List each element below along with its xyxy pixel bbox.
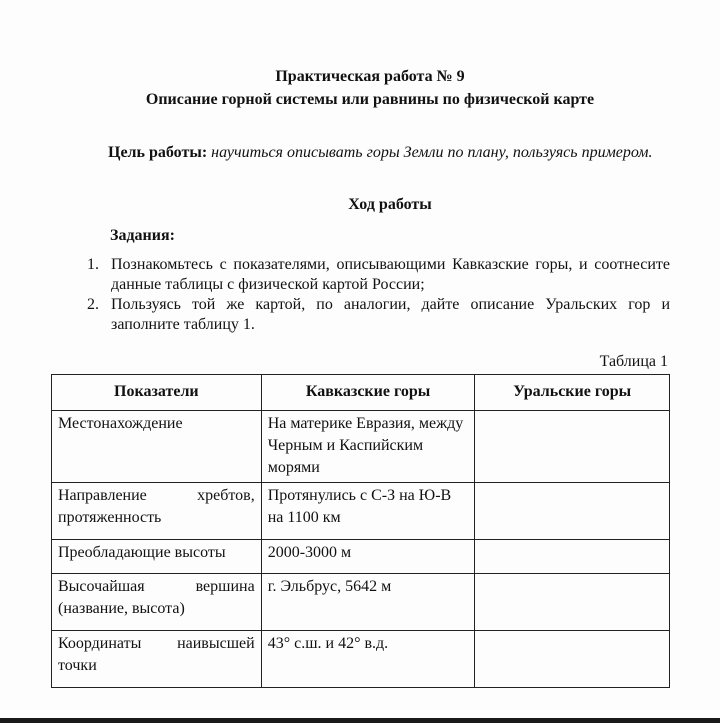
- goal-text: научиться описывать горы Земли по плану, пользуясь примером.: [211, 144, 653, 161]
- urals-cell[interactable]: [475, 483, 670, 540]
- task-text: Познакомьтесь с показателями, описывающими Кавказские горы, и соотнесите данные таблицы с физической картой России;: [111, 256, 670, 293]
- indicator-line: Высочайшая вершина: [58, 578, 255, 595]
- indicator-line-text: [58, 485, 255, 507]
- table-row: [52, 631, 670, 688]
- list-item: [80, 295, 670, 335]
- indicator-cell: [52, 483, 262, 540]
- progress-heading: Ход работы: [348, 196, 432, 213]
- document-title: Практическая работа № 9: [275, 68, 465, 85]
- indicator-cell: [52, 574, 262, 631]
- table-row: [52, 574, 670, 631]
- column-header-indicators: Показатели: [52, 375, 262, 411]
- column-header-caucasus: Кавказские горы: [261, 375, 475, 411]
- task-number: 2.: [87, 296, 99, 313]
- caucasus-cell: 43° с.ш. и 42° в.д.: [261, 631, 475, 688]
- indicator-word: Направление: [58, 487, 147, 504]
- indicator-line: протяженность: [58, 509, 162, 526]
- indicator-word: хребтов,: [197, 487, 255, 504]
- table-row: [52, 483, 670, 540]
- indicator-cell: [52, 411, 262, 483]
- indicator-line: Преобладающие высоты: [58, 544, 226, 561]
- bottom-edge-divider: [0, 718, 720, 723]
- indicator-line: Координаты наивысшей: [58, 635, 255, 652]
- task-number: 1.: [87, 256, 99, 273]
- tasks-list: [80, 255, 670, 335]
- table-caption: Таблица 1: [599, 353, 668, 370]
- table-row: [52, 540, 670, 574]
- data-table: [51, 374, 670, 688]
- urals-cell[interactable]: [475, 411, 670, 483]
- caucasus-cell: Протянулись с С-З на Ю-В на 1100 км: [261, 483, 475, 540]
- urals-cell[interactable]: [475, 631, 670, 688]
- goal-label: Цель работы:: [108, 144, 208, 161]
- column-header-urals: Уральские горы: [475, 375, 670, 411]
- urals-cell[interactable]: [475, 574, 670, 631]
- indicator-line: (название, высота): [58, 600, 185, 617]
- indicator-line: Местонахождение: [58, 415, 183, 432]
- goal-paragraph: [62, 142, 669, 163]
- indicator-cell: [52, 540, 262, 574]
- document-subtitle: Описание горной системы или равнины по физической карте: [145, 91, 595, 108]
- table-header-row: [52, 375, 670, 411]
- caucasus-cell: На материке Евразия, между Черным и Каспийским морями: [261, 411, 475, 483]
- caucasus-cell: 2000-3000 м: [261, 540, 475, 574]
- urals-cell[interactable]: [475, 540, 670, 574]
- indicator-line: точки: [58, 657, 97, 674]
- tasks-heading: Задания:: [110, 227, 175, 244]
- indicator-line: [58, 485, 255, 507]
- list-item: [80, 255, 670, 295]
- table-row: [52, 411, 670, 483]
- indicator-cell: [52, 631, 262, 688]
- caucasus-cell: г. Эльбрус, 5642 м: [261, 574, 475, 631]
- task-text: Пользуясь той же картой, по аналогии, дайте описание Уральских гор и заполните таблицу 1.: [111, 296, 670, 333]
